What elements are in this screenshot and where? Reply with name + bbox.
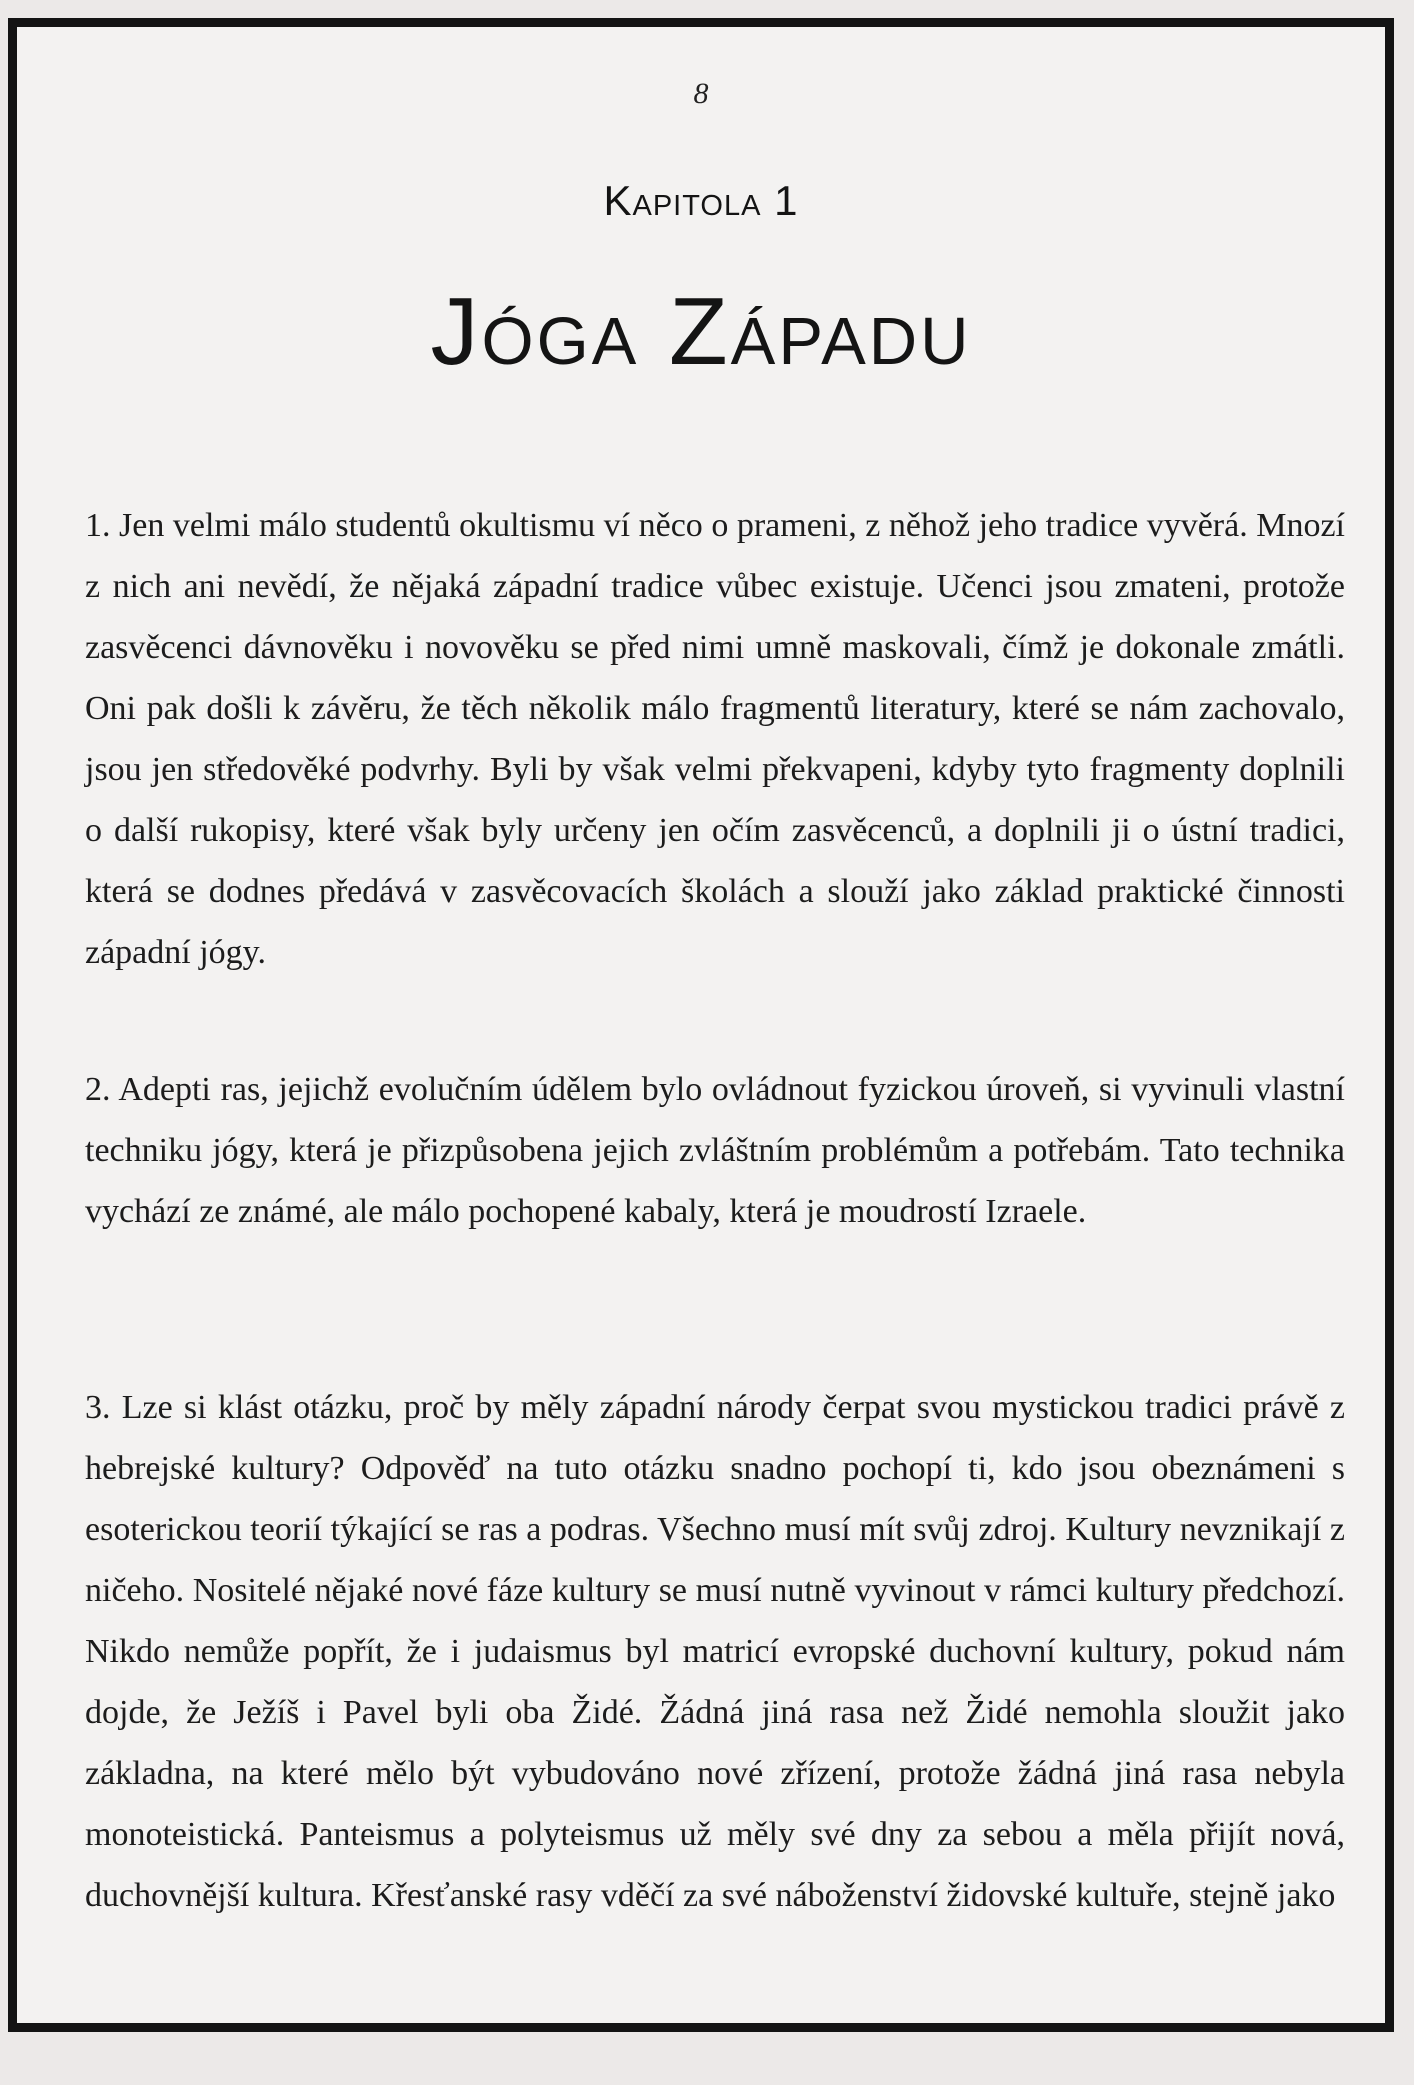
paragraph-2: 2. Adepti ras, jejichž evolučním údělem bylo ovládnout fyzickou úroveň, si vyvinuli vlastní techniku jógy, která je přizpůsobena jejich zvláštním problémům a potřebám. Tato technika vychází ze známé, ale málo pochopené kabaly, která je moudrostí Izraele. <box>85 1071 1345 1230</box>
page-frame <box>8 18 1394 2032</box>
chapter-label: Kapitola 1 <box>603 177 799 224</box>
page-number: 8 <box>693 77 709 110</box>
chapter-title: Jóga Západu <box>430 278 972 385</box>
paragraph-3: 3. Lze si klást otázku, proč by měly západní národy čerpat svou mystickou tradici právě z hebrejské kultury? Odpověď na tuto otázku snadno pochopí ti, kdo jsou obeznámeni s esoterickou teorií týkající se ras a podras. Všechno musí mít svůj zdroj. Kultury nevznikají z ničeho. Nositelé nějaké nové fáze kultury se musí nutně vyvinout v rámci kultury předchozí. Nikdo nemůže popřít, že i judaismus byl matricí evropské duchovní kultury, pokud nám dojde, že Ježíš i Pavel byli oba Židé. Žádná jiná rasa než Židé nemohla sloužit jako základna, na které mělo být vybudováno nové zřízení, protože žádná jiná rasa nebyla monoteistická. Panteismus a polyteismus už měly své dny za sebou a měla přijít nová, duchovnější kultura. Křesťanské rasy vděčí za své náboženství židovské kultuře, stejně jako <box>85 1389 1345 1914</box>
paragraph-1: 1. Jen velmi málo studentů okultismu ví něco o prameni, z něhož jeho tradice vyvěrá. Mnozí z nich ani nevědí, že nějaká západní tradice vůbec existuje. Učenci jsou zmateni, protože zasvěcenci dávnověku i novověku se před nimi umně maskovali, čímž je dokonale zmátli. Oni pak došli k závěru, že těch několik málo fragmentů literatury, které se nám zachovalo, jsou jen středověké podvrhy. Byli by však velmi překvapeni, kdyby tyto fragmenty doplnili o další rukopisy, které však byly určeny jen očím zasvěcenců, a doplnili ji o ústní tradici, která se dodnes předává v zasvěcovacích školách a slouží jako základ praktické činnosti západní jógy. <box>85 507 1345 971</box>
